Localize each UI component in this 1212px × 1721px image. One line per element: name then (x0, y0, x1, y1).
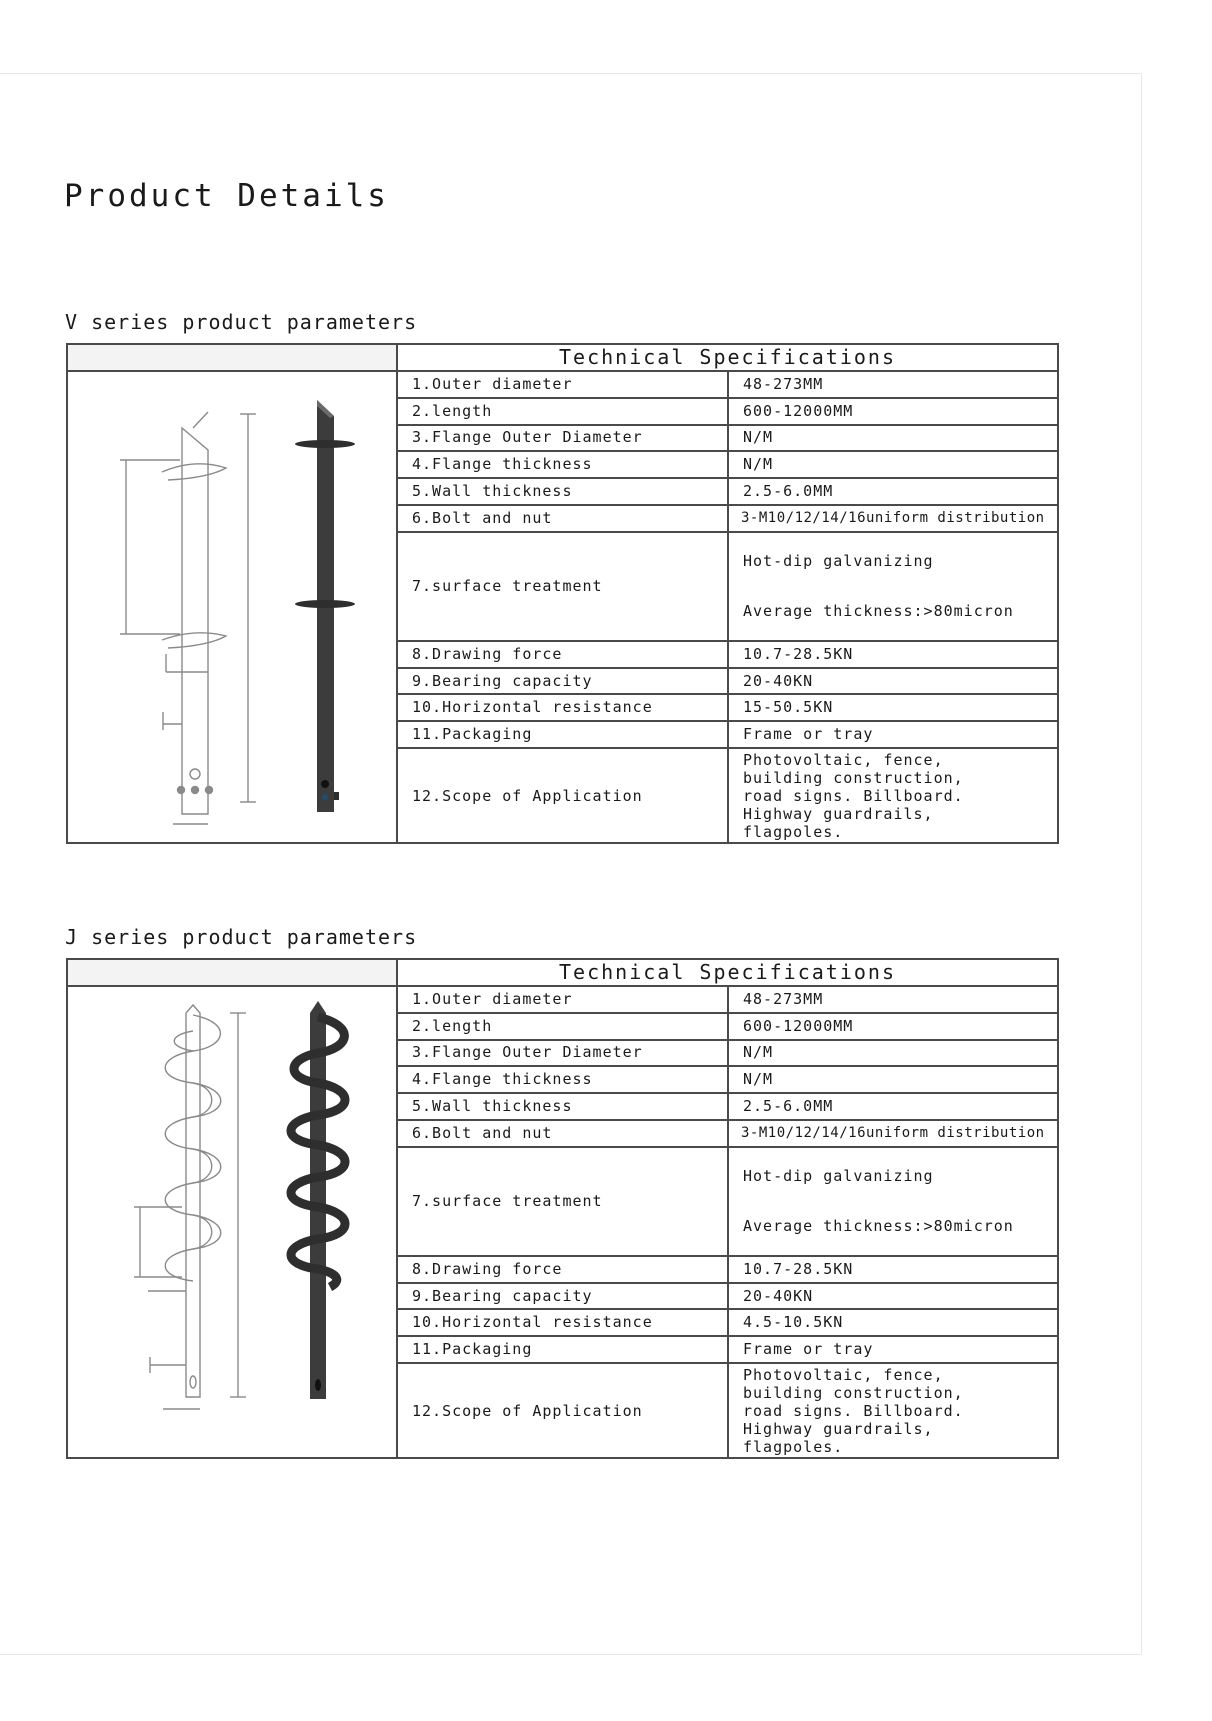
spec-label: 5.Wall thickness (397, 478, 728, 505)
spec-label: 3.Flange Outer Diameter (397, 1040, 728, 1067)
spec-value-line: road signs. Billboard. (743, 1401, 964, 1420)
spec-label: 6.Bolt and nut (397, 1120, 728, 1147)
spec-value-line: Photovoltaic, fence, (743, 1365, 944, 1384)
spec-value: 3-M10/12/14/16uniform distribution (728, 1120, 1058, 1147)
spec-value: 600-12000MM (728, 1013, 1058, 1040)
drawing-header-cell (67, 344, 397, 371)
spec-label: 9.Bearing capacity (397, 668, 728, 695)
spec-value-line: Hot-dip galvanizing (743, 1166, 934, 1185)
spec-header-row (67, 959, 1058, 986)
spec-label: 2.length (397, 398, 728, 425)
page-title: Product Details (64, 178, 389, 214)
spec-value: 2.5-6.0MM (728, 478, 1058, 505)
j-series-spec-table (66, 958, 1059, 1459)
spec-value: N/M (728, 451, 1058, 478)
spec-value: 20-40KN (728, 668, 1058, 695)
spec-value (728, 1147, 1058, 1256)
spec-label: 10.Horizontal resistance (397, 694, 728, 721)
spec-value: 3-M10/12/14/16uniform distribution (728, 505, 1058, 532)
spec-label: 11.Packaging (397, 721, 728, 748)
spec-value-line: Photovoltaic, fence, (743, 750, 944, 769)
spec-label: 8.Drawing force (397, 641, 728, 668)
spec-label: 5.Wall thickness (397, 1093, 728, 1120)
spec-label: 11.Packaging (397, 1336, 728, 1363)
spec-value-line: road signs. Billboard. (743, 786, 964, 805)
spec-value: N/M (728, 1040, 1058, 1067)
spec-label: 9.Bearing capacity (397, 1283, 728, 1310)
spec-value: 10.7-28.5KN (728, 641, 1058, 668)
spec-value-line: Average thickness:>80micron (743, 601, 1014, 620)
v-pile-rendered-image (295, 400, 355, 812)
spec-label: 12.Scope of Application (397, 1363, 728, 1458)
v-series-spec-table (66, 343, 1059, 844)
spec-label: 4.Flange thickness (397, 451, 728, 478)
spec-label: 2.length (397, 1013, 728, 1040)
spec-value-line: building construction, (743, 1383, 964, 1402)
j-series-title: J series product parameters (65, 925, 418, 949)
spec-value-line: Highway guardrails, flagpoles. (743, 1419, 934, 1456)
spec-label: 8.Drawing force (397, 1256, 728, 1283)
spec-value: 15-50.5KN (728, 694, 1058, 721)
spec-value: N/M (728, 425, 1058, 452)
drawing-header-cell (67, 959, 397, 986)
j-pile-rendered-image (291, 1001, 345, 1399)
spec-value (728, 532, 1058, 641)
v-pile-drawing (68, 372, 397, 842)
spec-value: 20-40KN (728, 1283, 1058, 1310)
spec-value-line: building construction, (743, 768, 964, 787)
j-pile-drawing (68, 987, 397, 1457)
v-series-title: V series product parameters (65, 310, 418, 334)
j-pile-technical-drawing (134, 1005, 246, 1409)
spec-value (728, 1363, 1058, 1458)
spec-value (728, 748, 1058, 843)
spec-label: 4.Flange thickness (397, 1066, 728, 1093)
spec-label: 6.Bolt and nut (397, 505, 728, 532)
table-header: Technical Specifications (397, 959, 1058, 986)
spec-header-row (67, 344, 1058, 371)
spec-value-line: Average thickness:>80micron (743, 1216, 1014, 1235)
spec-label: 1.Outer diameter (397, 986, 728, 1013)
spec-row (67, 371, 1058, 398)
v-pile-technical-drawing (120, 412, 256, 824)
v-pile-drawing-cell (67, 371, 397, 843)
spec-value: 48-273MM (728, 986, 1058, 1013)
spec-value: Frame or tray (728, 1336, 1058, 1363)
table-header: Technical Specifications (397, 344, 1058, 371)
spec-value: N/M (728, 1066, 1058, 1093)
spec-label: 7.surface treatment (397, 532, 728, 641)
spec-value: 600-12000MM (728, 398, 1058, 425)
j-pile-drawing-cell (67, 986, 397, 1458)
spec-value-line: Hot-dip galvanizing (743, 551, 934, 570)
spec-label: 3.Flange Outer Diameter (397, 425, 728, 452)
spec-row (67, 986, 1058, 1013)
spec-value-line: Highway guardrails, flagpoles. (743, 804, 934, 841)
spec-label: 1.Outer diameter (397, 371, 728, 398)
spec-label: 12.Scope of Application (397, 748, 728, 843)
spec-value: 2.5-6.0MM (728, 1093, 1058, 1120)
spec-label: 7.surface treatment (397, 1147, 728, 1256)
spec-value: Frame or tray (728, 721, 1058, 748)
spec-label: 10.Horizontal resistance (397, 1309, 728, 1336)
spec-value: 4.5-10.5KN (728, 1309, 1058, 1336)
spec-value: 48-273MM (728, 371, 1058, 398)
spec-value: 10.7-28.5KN (728, 1256, 1058, 1283)
